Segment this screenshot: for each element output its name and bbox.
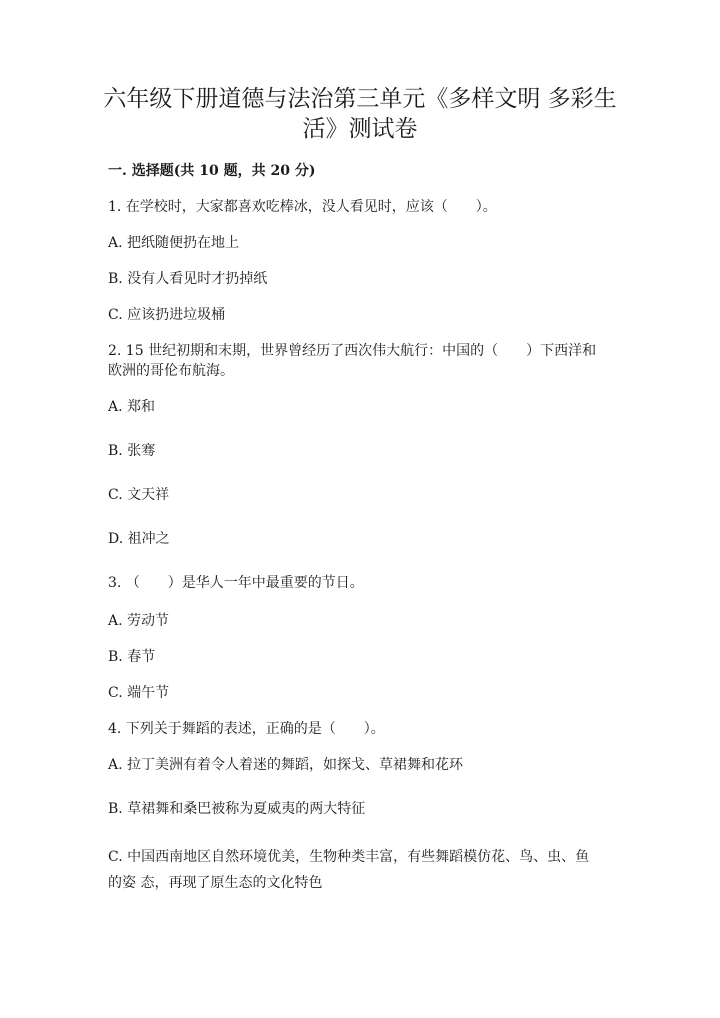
page-title: 六年级下册道德与法治第三单元《多样文明 多彩生活》测试卷: [103, 86, 617, 142]
question-4-option-c-line-1: C. 中国西南地区自然环境优美，生物种类丰富，有些舞蹈模仿花、鸟、虫、鱼: [108, 849, 590, 865]
question-3-stem: 3. （ ）是华人一年中最重要的节日。: [108, 575, 364, 591]
question-2-option-b: B. 张骞: [108, 443, 156, 459]
question-3-option-a: A. 劳动节: [108, 613, 170, 629]
question-4-option-c-line-2: 的姿 态，再现了原生态的文化特色: [108, 875, 323, 891]
question-2-option-c: C. 文天祥: [108, 487, 170, 503]
question-3-option-b: B. 春节: [108, 649, 156, 665]
section-heading: 一. 选择题(共 10 题，共 20 分): [108, 163, 316, 179]
question-3-option-c: C. 端午节: [108, 685, 170, 701]
question-2-stem-line-1: 2. 15 世纪初期和末期，世界曾经历了西次伟大航行：中国的（ ）下西洋和: [108, 343, 597, 359]
question-1-option-c: C. 应该扔进垃圾桶: [108, 307, 226, 323]
question-1-stem: 1. 在学校时，大家都喜欢吃棒冰，没人看见时，应该（ ）。: [108, 199, 497, 215]
question-1-option-a: A. 把纸随便扔在地上: [108, 235, 240, 251]
question-2-stem-line-2: 欧洲的哥伦布航海。: [108, 363, 234, 379]
question-4-option-b: B. 草裙舞和桑巴被称为夏威夷的两大特征: [108, 801, 366, 817]
question-2-option-a: A. 郑和: [108, 399, 156, 415]
question-1-option-b: B. 没有人看见时才扔掉纸: [108, 271, 268, 287]
question-4-stem: 4. 下列关于舞蹈的表述，正确的是（ ）。: [108, 721, 385, 737]
question-4-option-a: A. 拉丁美洲有着令人着迷的舞蹈，如探戈、草裙舞和花环: [108, 757, 464, 773]
question-2-option-d: D. 祖冲之: [108, 531, 170, 547]
